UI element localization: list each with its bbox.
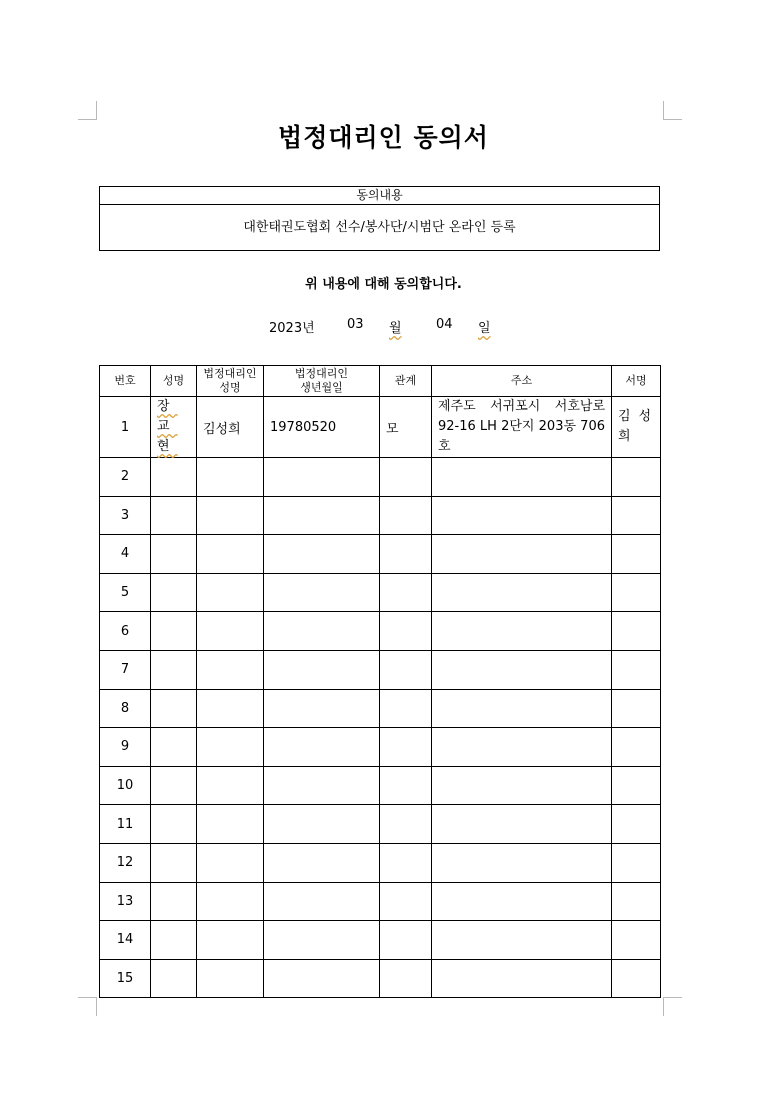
row-signature[interactable] [612,843,661,882]
row-address[interactable] [432,650,612,689]
row-relation[interactable] [380,843,432,882]
table-row [100,496,661,535]
row-guardian-name[interactable] [197,959,264,998]
row-name[interactable] [151,805,197,844]
table-row [100,921,661,960]
row-no: 10 [100,766,151,805]
row-guardian-name[interactable] [197,650,264,689]
row-name[interactable] [151,496,197,535]
row-relation[interactable] [380,496,432,535]
row-address[interactable] [432,496,612,535]
row-address[interactable] [432,728,612,767]
consent-header: 동의내용 [100,187,659,205]
table-row [100,535,661,574]
row-signature[interactable] [612,728,661,767]
row-name[interactable] [151,689,197,728]
table-row [100,728,661,767]
row-relation[interactable] [380,921,432,960]
row-guardian-name[interactable] [197,573,264,612]
table-row [100,843,661,882]
row-no: 1 [100,397,151,458]
header-name: 성명 [151,366,197,397]
row-address[interactable] [432,573,612,612]
row-name[interactable] [151,921,197,960]
row-address[interactable] [432,843,612,882]
row-guardian-name[interactable] [197,882,264,921]
row-relation[interactable] [380,612,432,651]
row-guardian-birth[interactable] [264,458,380,497]
row-guardian-birth: 19780520 [264,397,380,458]
row-guardian-birth[interactable] [264,689,380,728]
row-no: 4 [100,535,151,574]
row-relation[interactable] [380,650,432,689]
row-no: 13 [100,882,151,921]
row-address[interactable] [432,766,612,805]
row-guardian-name[interactable] [197,689,264,728]
row-no: 8 [100,689,151,728]
row-address[interactable] [432,535,612,574]
row-no: 15 [100,959,151,998]
row-guardian-name[interactable] [197,535,264,574]
document-title: 법정대리인 동의서 [278,123,489,152]
table-row [100,612,661,651]
row-no: 14 [100,921,151,960]
row-guardian-birth[interactable] [264,535,380,574]
row-address[interactable] [432,921,612,960]
row-no: 6 [100,612,151,651]
row-relation[interactable] [380,959,432,998]
date-year: 2023년 [269,321,315,336]
row-guardian-name[interactable] [197,728,264,767]
row-relation[interactable] [380,535,432,574]
row-address[interactable] [432,689,612,728]
row-signature[interactable] [612,766,661,805]
row-address[interactable] [432,959,612,998]
row-signature[interactable] [612,921,661,960]
row-signature[interactable] [612,689,661,728]
row-signature[interactable] [612,959,661,998]
row-relation[interactable] [380,573,432,612]
row-name[interactable] [151,535,197,574]
table-row [100,805,661,844]
row-name[interactable] [151,612,197,651]
row-signature[interactable] [612,535,661,574]
row-guardian-birth[interactable] [264,843,380,882]
row-guardian-name[interactable] [197,458,264,497]
row-address[interactable] [432,612,612,651]
row-signature: 김성희 [612,397,661,458]
table-row [100,766,661,805]
crop-mark-bottom-right [663,997,682,1016]
row-signature[interactable] [612,573,661,612]
row-name[interactable] [151,766,197,805]
table-row [100,689,661,728]
agree-statement: 위 내용에 대해 동의합니다. [305,277,462,292]
consent-box [99,186,660,251]
table-row [100,650,661,689]
row-signature[interactable] [612,805,661,844]
row-address[interactable] [432,882,612,921]
date-month: 03 [347,317,364,332]
header-guardian-birth: 법정대리인 생년월일 [264,366,380,397]
row-relation: 모 [380,397,432,458]
table-row [100,458,661,497]
row-guardian-name[interactable] [197,805,264,844]
row-address[interactable] [432,805,612,844]
row-no: 12 [100,843,151,882]
header-signature: 서명 [612,366,661,397]
table-row [100,959,661,998]
row-guardian-birth[interactable] [264,496,380,535]
row-guardian-birth[interactable] [264,650,380,689]
row-guardian-birth[interactable] [264,573,380,612]
row-relation[interactable] [380,805,432,844]
row-guardian-birth[interactable] [264,921,380,960]
header-no: 번호 [100,366,151,397]
row-name: 장교현 [151,397,197,458]
row-name[interactable] [151,650,197,689]
row-address: 제주도 서귀포시 서호남로 92-16 LH 2단지 203동 706호 [432,397,612,458]
row-guardian-birth[interactable] [264,766,380,805]
row-name[interactable] [151,458,197,497]
date-day: 04 [436,317,453,332]
row-guardian-birth[interactable] [264,612,380,651]
crop-mark-bottom-left [78,997,97,1016]
row-name[interactable] [151,959,197,998]
row-guardian-birth[interactable] [264,882,380,921]
row-address[interactable] [432,458,612,497]
row-no: 5 [100,573,151,612]
row-relation[interactable] [380,728,432,767]
row-relation[interactable] [380,766,432,805]
row-guardian-name[interactable] [197,921,264,960]
row-relation[interactable] [380,689,432,728]
row-no: 2 [100,458,151,497]
row-guardian-name[interactable] [197,612,264,651]
row-guardian-name[interactable] [197,766,264,805]
row-signature[interactable] [612,496,661,535]
row-guardian-name: 김성희 [197,397,264,458]
date-month-unit: 월 [389,321,402,336]
row-signature[interactable] [612,882,661,921]
row-relation[interactable] [380,458,432,497]
header-guardian-name: 법정대리인 성명 [197,366,264,397]
row-guardian-name[interactable] [197,843,264,882]
table-row [100,397,661,458]
row-guardian-birth[interactable] [264,728,380,767]
table-row [100,882,661,921]
row-no: 3 [100,496,151,535]
row-relation[interactable] [380,882,432,921]
row-guardian-name[interactable] [197,496,264,535]
date-day-unit: 일 [478,321,491,336]
row-no: 7 [100,650,151,689]
row-no: 11 [100,805,151,844]
row-no: 9 [100,728,151,767]
consent-text: 대한태권도협회 선수/봉사단/시범단 온라인 등록 [243,220,516,235]
row-guardian-birth[interactable] [264,959,380,998]
table-row [100,573,661,612]
header-relation: 관계 [380,366,432,397]
row-name[interactable] [151,843,197,882]
row-guardian-birth[interactable] [264,805,380,844]
header-address: 주소 [432,366,612,397]
row-signature[interactable] [612,650,661,689]
guardian-table [99,365,661,998]
row-signature[interactable] [612,458,661,497]
row-name[interactable] [151,573,197,612]
table-header-row [100,366,661,397]
row-name[interactable] [151,728,197,767]
row-name[interactable] [151,882,197,921]
row-signature[interactable] [612,612,661,651]
